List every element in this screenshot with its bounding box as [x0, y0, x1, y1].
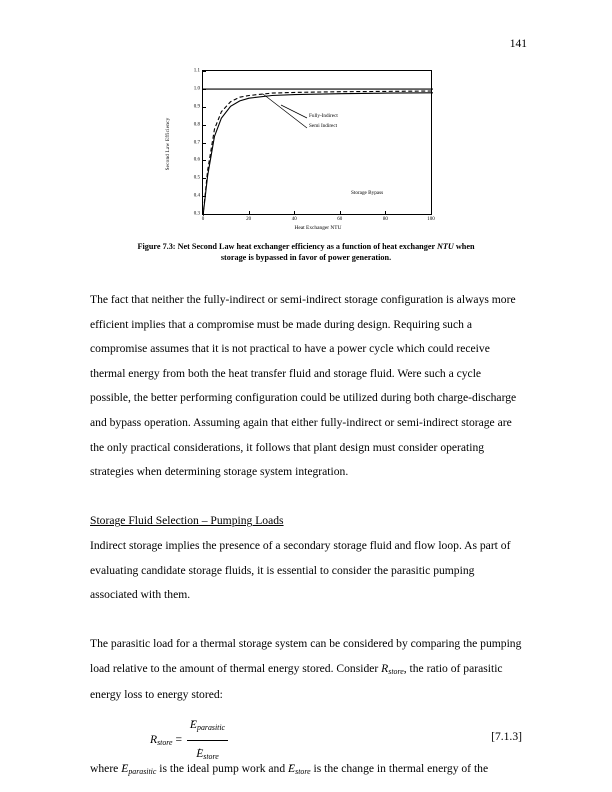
annotation-storage-bypass: Storage Bypass [351, 190, 384, 196]
equation-number: [7.1.3] [491, 730, 522, 744]
paragraph-4-text-b: is the ideal pump work and [156, 762, 289, 776]
body-text [90, 288, 522, 783]
paragraph-2: Indirect storage implies the presence of a secondary storage fluid and flow loop. As part of evaluating candidate storage fluids, it is essential to consider the parasitic pumping associated with them. [90, 538, 511, 602]
annotation-semi-indirect: Semi Indirect [309, 123, 338, 129]
equation-7-1-3 [150, 713, 230, 767]
paragraph-3 [90, 632, 522, 707]
figure-caption [90, 241, 522, 263]
equation-equals: = [175, 732, 183, 746]
equation-row [90, 713, 522, 761]
annotation-fully-indirect: Fully-Indirect [309, 113, 338, 119]
symbol-E-parasitic: E $•_{parasitic}$ [121, 762, 156, 775]
equation-lhs: $R_{store}$ [150, 732, 173, 748]
chart-y-axis-label: Second Law Efficiency [165, 117, 171, 171]
paragraph-spacer [90, 608, 522, 633]
paragraph-1: The fact that neither the fully-indirect or semi-indirect storage configuration is always more efficient implies that a compromise must be made during design. Requiring such a compromise assumes that it is not practical to have a power cycle which could receive thermal energy from both the heat transfer fluid and storage fluid. Were such a cycle possible, the better performing configuration could be utilized during both charge-discharge and bypass operation. Assuming again that either fully-indirect or semi-indirect storage are the only practical considerations, it follows that plant design must consider operating strategies when determining storage system integration. [90, 293, 517, 479]
leader-fully-indirect [281, 105, 307, 118]
figure-caption-line2: storage is bypassed in favor of power generation. [220, 253, 392, 263]
figure-caption-line1: Net Second Law heat exchanger efficiency as a function of heat exchanger [177, 242, 435, 251]
symbol-R: $R_{store}$ [381, 661, 404, 677]
symbol-E-store: E $•_{store}$ [288, 762, 311, 775]
paragraph-4-text-c: is the change in thermal energy of the [310, 762, 489, 776]
figure-caption-italic: NTU [436, 242, 454, 251]
section-heading: Storage Fluid Selection – Pumping Loads [90, 514, 284, 528]
paragraph-spacer [90, 485, 522, 510]
equation-denominator: E $•_{store}$ [187, 741, 228, 768]
equation-fraction [187, 713, 228, 767]
chart-x-axis-label: Heat Exchanger NTU [294, 225, 342, 231]
paragraph-3-text-b: , the ratio of parasitic energy loss to energy stored: [90, 661, 503, 701]
paragraph-4-text-a: where [90, 762, 122, 776]
figure-block [90, 62, 522, 263]
figure-caption-prefix: Figure 7.3: [137, 242, 176, 251]
chart [90, 62, 522, 237]
paragraph-3-text-a: The parasitic load for a thermal storage system can be considered by comparing the pumping load relative to the amount of thermal energy stored. Consider [90, 637, 522, 675]
equation-numerator: E $•_{parasitic}$ [187, 713, 228, 741]
page-number: 141 [509, 38, 527, 50]
figure-caption-line1-end: when [455, 242, 475, 251]
leader-semi-indirect [263, 94, 307, 128]
chart-plot-area: 0.3 0.4 0.5 0.6 0.7 0.8 0.9 1.0 1.1 0 20 40 60 80 100 Fully-Indirect Semi Indirect Storage Bypass Heat Exchanger NTU [193, 68, 435, 231]
series-fully-indirect [203, 93, 433, 216]
series-semi-indirect [203, 91, 433, 216]
